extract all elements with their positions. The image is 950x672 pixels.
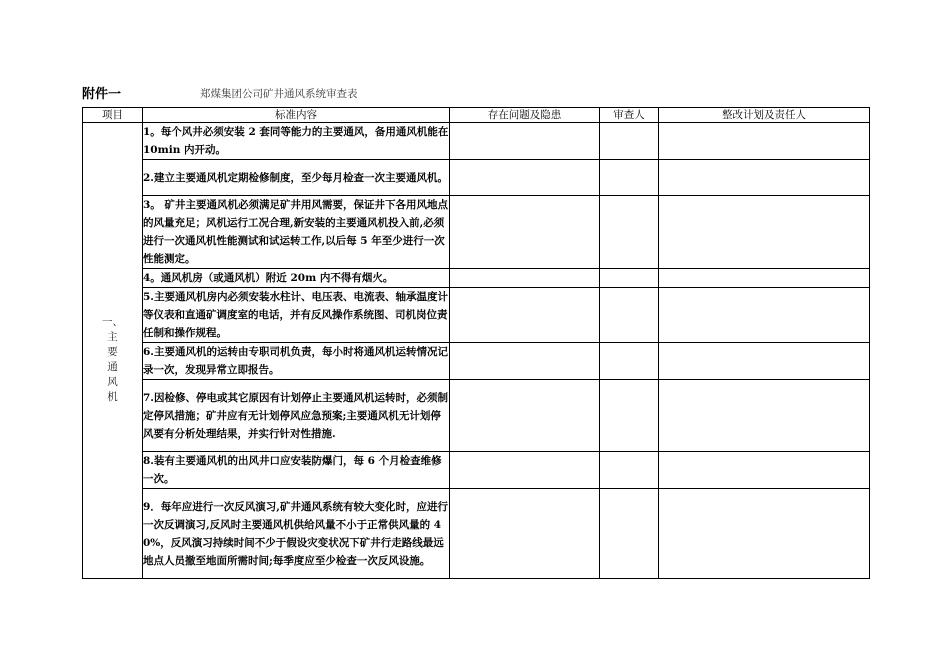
reviewer-cell bbox=[600, 269, 659, 288]
table-row bbox=[83, 196, 870, 269]
plan-cell bbox=[659, 380, 870, 452]
table-row bbox=[83, 489, 870, 579]
problems-cell bbox=[450, 343, 600, 380]
table-row bbox=[83, 160, 870, 196]
standard-cell: 4。通风机房（或通风机）附近 20m 内不得有烟火。 bbox=[143, 269, 450, 288]
table-header-row bbox=[83, 108, 870, 123]
problems-cell bbox=[450, 160, 600, 196]
column-header-standard: 标准内容 bbox=[143, 108, 450, 123]
plan-cell bbox=[659, 196, 870, 269]
reviewer-cell bbox=[600, 123, 659, 160]
table-row bbox=[83, 343, 870, 380]
problems-cell bbox=[450, 123, 600, 160]
column-header-item: 项目 bbox=[83, 108, 143, 123]
problems-cell bbox=[450, 269, 600, 288]
problems-cell bbox=[450, 380, 600, 452]
category-char: 通 bbox=[107, 361, 118, 373]
standard-cell: 6.主要通风机的运转由专职司机负责，每小时将通风机运转情况记录一次，发现异常立即报告。 bbox=[143, 343, 450, 380]
table-row bbox=[83, 380, 870, 452]
problems-cell bbox=[450, 288, 600, 343]
problems-cell bbox=[450, 489, 600, 579]
ventilation-review-table bbox=[82, 107, 870, 579]
problems-cell bbox=[450, 196, 600, 269]
category-char: 主 bbox=[107, 331, 118, 343]
category-char: 一、 bbox=[102, 316, 123, 328]
category-char: 要 bbox=[107, 346, 118, 358]
table-row bbox=[83, 288, 870, 343]
plan-cell bbox=[659, 452, 870, 489]
plan-cell bbox=[659, 288, 870, 343]
category-char: 机 bbox=[107, 391, 118, 403]
standard-cell: 5.主要通风机房内必须安装水柱计、电压表、电流表、轴承温度计等仪表和直通矿调度室的电话，并有反风操作系统图、司机岗位责任制和操作规程。 bbox=[143, 288, 450, 343]
column-header-problems: 存在问题及隐患 bbox=[450, 108, 600, 123]
plan-cell bbox=[659, 269, 870, 288]
category-cell bbox=[83, 123, 143, 579]
reviewer-cell bbox=[600, 380, 659, 452]
column-header-reviewer: 审查人 bbox=[600, 108, 659, 123]
standard-cell: 9．每年应进行一次反风演习,矿井通风系统有较大变化时，应进行一次反调演习,反风时主要通风机供给风量不小于正常供风量的 40%，反风演习持续时间不少于假设灾变状况下矿井行走路线最远地点人员撤至地面所需时间;每季度应至少检查一次反风设施。 bbox=[143, 489, 450, 579]
reviewer-cell bbox=[600, 288, 659, 343]
standard-cell: 1。每个风井必须安装 2 套同等能力的主要通风，备用通风机能在 10min 内开动。 bbox=[143, 123, 450, 160]
reviewer-cell bbox=[600, 489, 659, 579]
document-title: 郑煤集团公司矿井通风系统审查表 bbox=[200, 88, 358, 100]
standard-cell: 7.因检修、停电或其它原因有计划停止主要通风机运转时，必须制定停风措施；矿井应有无计划停风应急预案;主要通风机无计划停风要有分析处理结果，并实行针对性措施. bbox=[143, 380, 450, 452]
standard-cell: 8.装有主要通风机的出风井口应安装防爆门，每 6 个月检查维修一次。 bbox=[143, 452, 450, 489]
attachment-label: 附件一 bbox=[82, 87, 122, 102]
reviewer-cell bbox=[600, 343, 659, 380]
reviewer-cell bbox=[600, 160, 659, 196]
plan-cell bbox=[659, 160, 870, 196]
standard-cell: 3。 矿井主要通风机必须满足矿井用风需要，保证井下各用风地点的风量充足；风机运行工况合理,新安装的主要通风机投入前,必须进行一次通风机性能测试和试运转工作,以后每 5 年至少进行一次性能测定。 bbox=[143, 196, 450, 269]
problems-cell bbox=[450, 452, 600, 489]
table-row bbox=[83, 123, 870, 160]
column-header-plan: 整改计划及责任人 bbox=[659, 108, 870, 123]
plan-cell bbox=[659, 123, 870, 160]
standard-cell: 2.建立主要通风机定期检修制度，至少每月检查一次主要通风机。 bbox=[143, 160, 450, 196]
plan-cell bbox=[659, 489, 870, 579]
reviewer-cell bbox=[600, 196, 659, 269]
table-row bbox=[83, 269, 870, 288]
table-row bbox=[83, 452, 870, 489]
category-char: 风 bbox=[107, 376, 118, 388]
plan-cell bbox=[659, 343, 870, 380]
reviewer-cell bbox=[600, 452, 659, 489]
